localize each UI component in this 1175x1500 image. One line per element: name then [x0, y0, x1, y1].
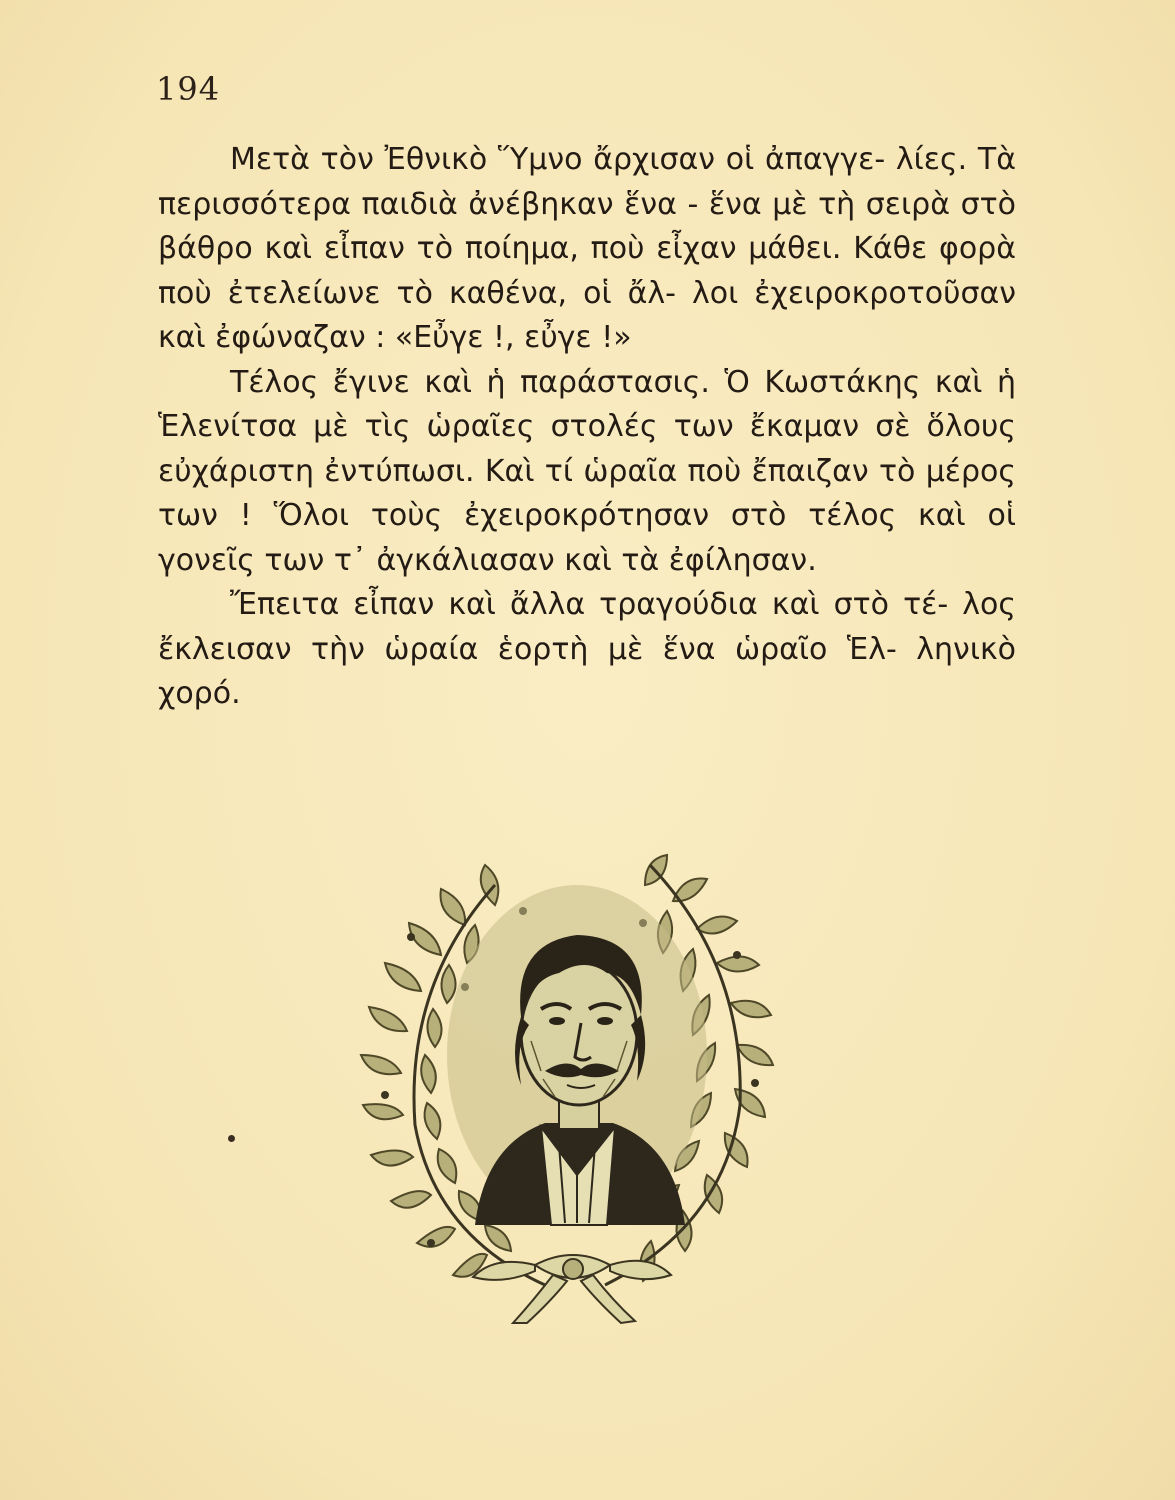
- laurel-wreath-portrait-icon: [345, 845, 800, 1325]
- portrait-man-icon: [447, 885, 707, 1225]
- paragraph: Μετὰ τὸν Ἐθνικὸ Ὕμνο ἄρχισαν οἱ ἀπαγγε- λίες. Τὰ περισσότερα παιδιὰ ἀνέβηκαν ἕνα - ἕνα μὲ τὴ σειρὰ στὸ βάθρο καὶ εἶπαν τὸ ποίημα, ποὺ εἶχαν μάθει. Κάθε φορὰ ποὺ ἐτελείωνε τὸ καθένα, οἱ ἄλ- λοι ἐχειροκροτοῦσαν καὶ ἐφώναζαν : «Εὖγε !, εὖγε !»: [158, 142, 1016, 355]
- page-number: 194: [156, 70, 221, 108]
- portrait-illustration: [345, 845, 800, 1325]
- paragraph: Ἔπειτα εἶπαν καὶ ἄλλα τραγούδια καὶ στὸ τέ- λος ἔκλεισαν τὴν ὡραία ἑορτὴ μὲ ἕνα ὡραῖο Ἑλ- ληνικὸ χορό.: [158, 587, 1016, 711]
- stray-mark: [228, 1135, 235, 1142]
- paragraph: Τέλος ἔγινε καὶ ἡ παράστασις. Ὁ Κωστάκης καὶ ἡ Ἑλενίτσα μὲ τὶς ὡραῖες στολές των ἔκαμαν σὲ ὅλους εὐχάριστη ἐντύπωσι. Καὶ τί ὡραῖα ποὺ ἔπαιζαν τὸ μέρος των ! Ὅλοι τοὺς ἐχειροκρότησαν στὸ τέλος καὶ οἱ γονεῖς των τ᾿ ἀγκάλιασαν καὶ τὰ ἐφίλησαν.: [158, 364, 1016, 578]
- body-text: [158, 138, 1016, 717]
